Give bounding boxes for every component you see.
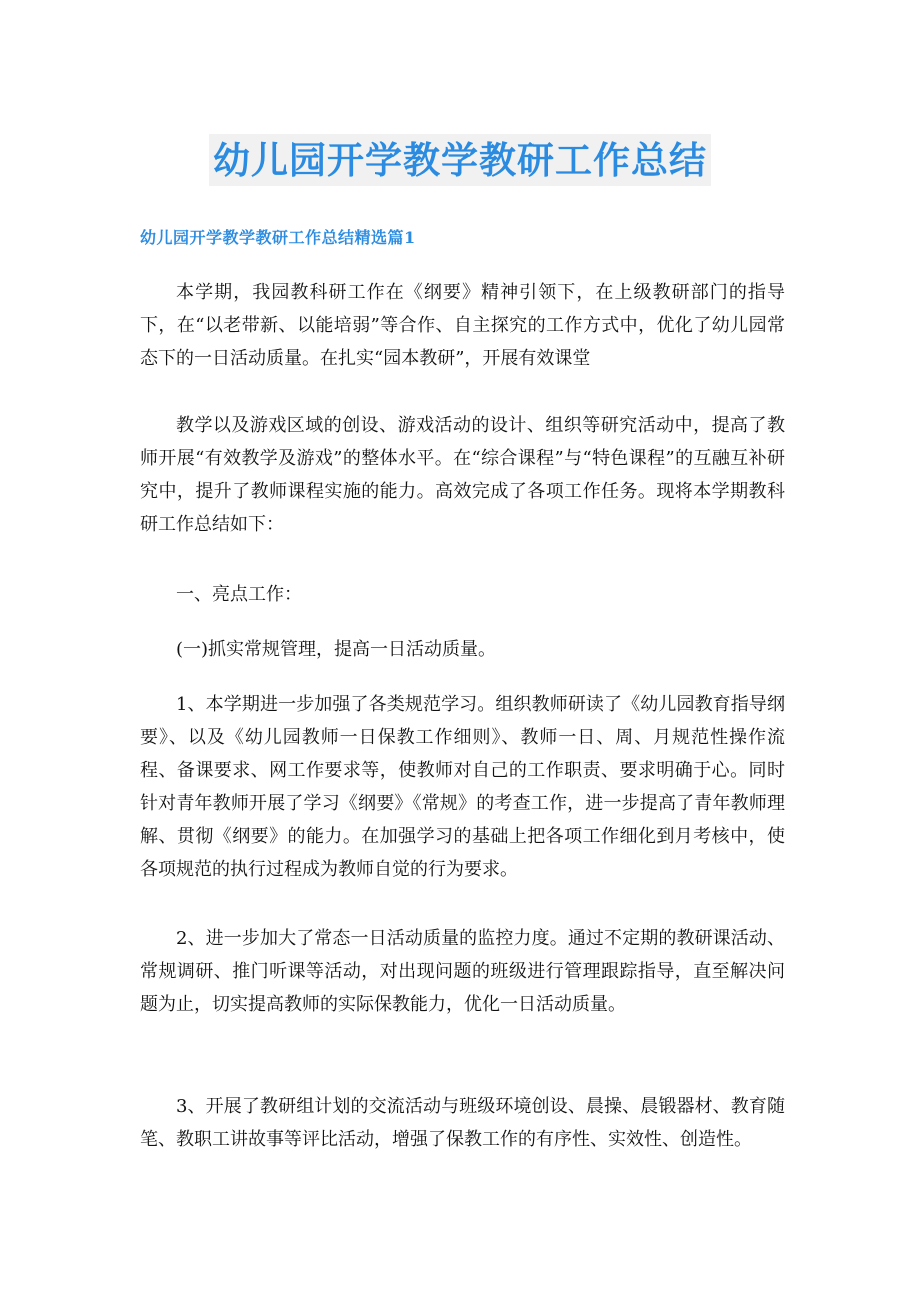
paragraph-highlights-heading: 一、亮点工作： — [176, 584, 302, 605]
title-container — [0, 134, 920, 186]
paragraph-intro: 本学期，我园教科研工作在《纲要》精神引领下，在上级教研部门的指导下，在“以老带新、以能培弱”等合作、自主探究的工作方式中，优化了幼儿园常态下的一日活动质量。在扎实“园本教研”，开展有效课堂 — [140, 282, 785, 369]
paragraph-item-3: 3、开展了教研组计划的交流活动与班级环境创设、晨操、晨锻器材、教育随笔、教职工讲故事等评比活动，增强了保教工作的有序性、实效性、创造性。 — [140, 1096, 785, 1150]
paragraph-item-1: 1、本学期进一步加强了各类规范学习。组织教师研读了《幼儿园教育指导纲要》、以及《幼儿园教师一日保教工作细则》、教师一日、周、月规范性操作流程、备课要求、网工作要求等，使教师对自己的工作职责、要求明确于心。同时针对青年教师开展了学习《纲要》《常规》的考查工作，进一步提高了青年教师理解、贯彻《纲要》的能力。在加强学习的基础上把各项工作细化到月考核中，使各项规范的执行过程成为教师自觉的行为要求。 — [140, 694, 785, 880]
document-title: 幼儿园开学教学教研工作总结 — [209, 134, 711, 186]
paragraph-item-2: 2、进一步加大了常态一日活动质量的监控力度。通过不定期的教研课活动、常规调研、推门听课等活动，对出现问题的班级进行管理跟踪指导，直至解决问题为止，切实提高教师的实际保教能力，优化一日活动质量。 — [140, 928, 785, 1015]
paragraph-teaching: 教学以及游戏区域的创设、游戏活动的设计、组织等研究活动中，提高了教师开展“有效教学及游戏”的整体水平。在“综合课程”与“特色课程”的互融互补研究中，提升了教师课程实施的能力。高效完成了各项工作任务。现将本学期教科研工作总结如下： — [140, 415, 785, 535]
section-heading: 幼儿园开学教学教研工作总结精选篇1 — [140, 228, 416, 247]
paragraph-routine-heading: (一)抓实常规管理，提高一日活动质量。 — [176, 639, 497, 660]
